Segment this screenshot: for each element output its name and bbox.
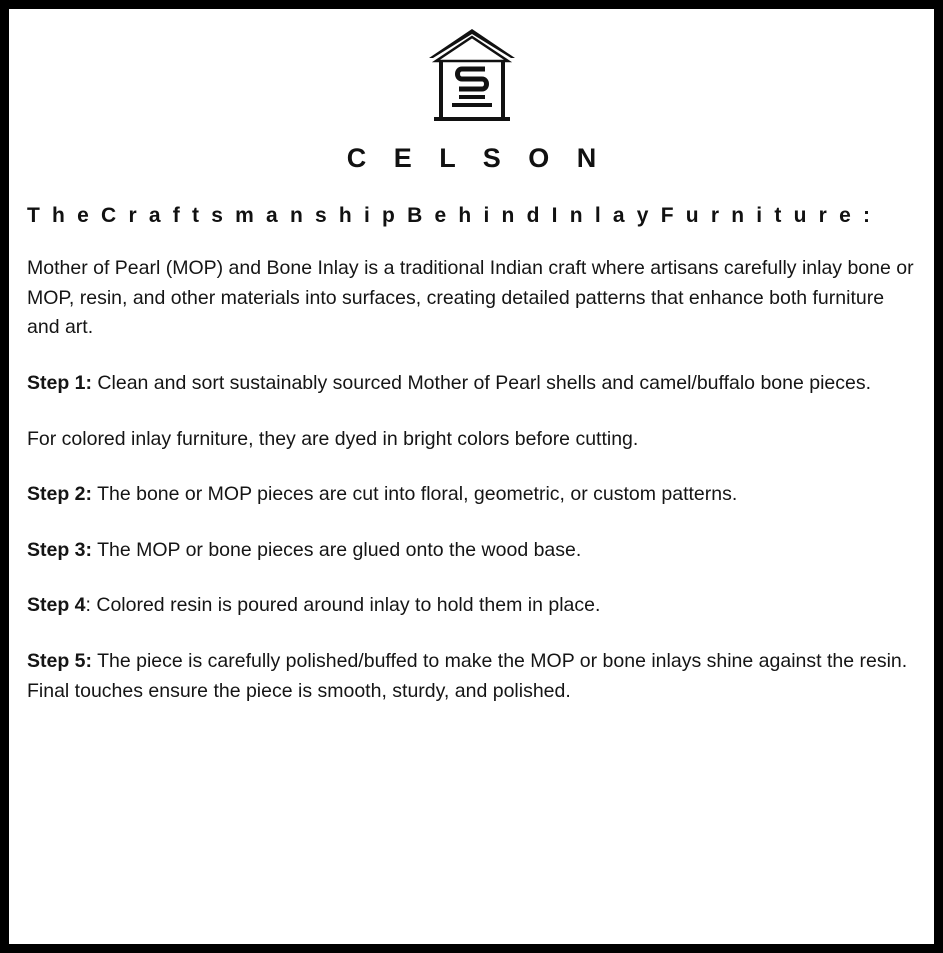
brand-block bbox=[25, 21, 918, 174]
step-label: Step 1: bbox=[27, 371, 93, 394]
step-label: Step 2: bbox=[27, 483, 93, 506]
step-label: Step 4 bbox=[27, 594, 86, 617]
step-label: Step 5: bbox=[27, 650, 93, 672]
intro-paragraph: Mother of Pearl (MOP) and Bone Inlay is a traditional Indian craft where artisans carefully inlay bone or MOP, resin, and other materials into surfaces, creating detailed patterns that enhance both furniture and art. bbox=[27, 257, 914, 339]
step-text: Clean and sort sustainably sourced Mother of Pearl shells and camel/buffalo bone pieces. bbox=[92, 371, 872, 394]
step-paragraph bbox=[27, 536, 917, 566]
step-text: The MOP or bone pieces are glued onto the wood base. bbox=[92, 538, 582, 561]
house-monogram-logo-icon bbox=[422, 25, 522, 123]
brand-name: C E L S O N bbox=[346, 143, 607, 173]
step-text: The piece is carefully polished/buffed to make the MOP or bone inlays shine against the resin. Final touches ensure the piece is smooth, sturdy, and polished. bbox=[27, 650, 908, 702]
step-label: Step 3: bbox=[27, 538, 93, 561]
page-title: T h e C r a f t s m a n s h i p B e h i n d I n l a y F u r n i t u r e : bbox=[27, 204, 874, 227]
step-paragraph bbox=[27, 591, 917, 621]
step-paragraph bbox=[27, 647, 917, 706]
step-text: For colored inlay furniture, they are dyed in bright colors before cutting. bbox=[27, 427, 639, 450]
document-inner bbox=[9, 9, 934, 944]
step-paragraph bbox=[27, 369, 917, 399]
step-paragraph bbox=[27, 425, 917, 455]
step-text: : Colored resin is poured around inlay to hold them in place. bbox=[85, 594, 601, 617]
step-paragraph bbox=[27, 480, 917, 510]
step-text: The bone or MOP pieces are cut into floral, geometric, or custom patterns. bbox=[92, 483, 738, 506]
